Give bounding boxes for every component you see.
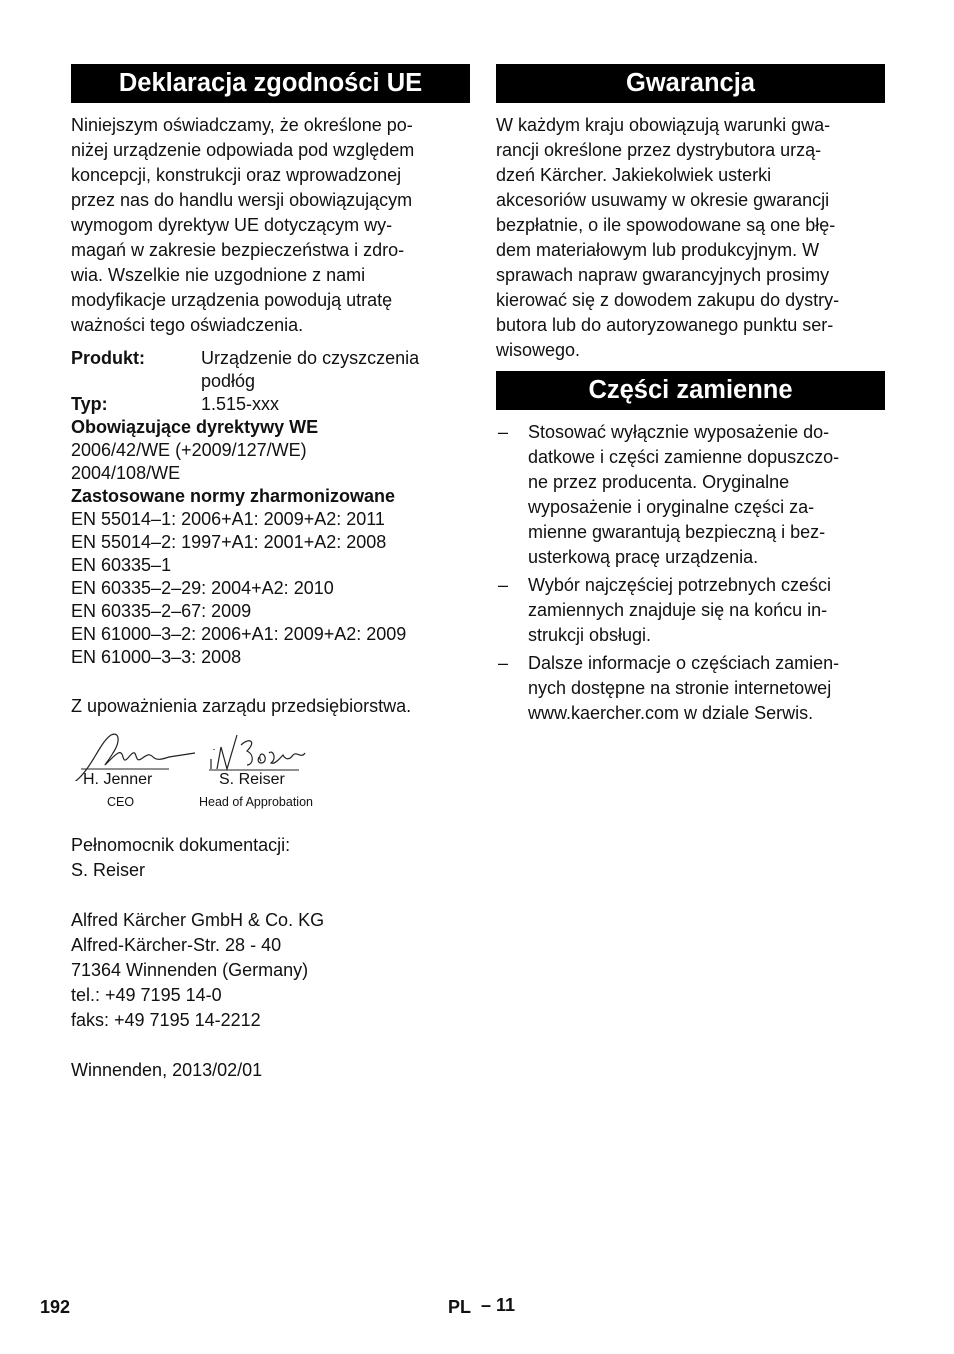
norm-item: EN 60335–2–29: 2004+A2: 2010 [71, 578, 334, 598]
norm-item: EN 61000–3–2: 2006+A1: 2009+A2: 2009 [71, 624, 407, 644]
type-row [71, 393, 470, 416]
list-item-text: Dalsze informacje o częściach zamien- nych dostępne na stronie internetowej www.kaercher.com w dziale Serwis. [528, 653, 840, 723]
list-item [496, 420, 885, 570]
authorization-text: Z upoważnienia zarządu przedsiębiorstwa. [71, 696, 412, 716]
declaration-section [71, 64, 470, 1083]
norm-item: EN 55014–1: 2006+A1: 2009+A2: 2011 [71, 509, 385, 529]
warranty-section [496, 64, 885, 729]
section-page-number: – 11 [481, 1295, 516, 1315]
signatures [71, 731, 470, 823]
signer2-role: Head of Approbation [199, 795, 313, 809]
product-value: Urządzenie do czyszczenia podłóg [201, 348, 420, 391]
signer1-role: CEO [107, 795, 135, 809]
norm-item: EN 60335–1 [71, 555, 172, 575]
list-item-text: Wybór najczęściej potrzebnych cześci zamiennych znajduje się na końcu in- strukcji obsługi. [528, 575, 831, 645]
norms-title: Zastosowane normy zharmonizowane [71, 486, 396, 506]
type-label: Typ: [71, 394, 108, 414]
proxy-text: Pełnomocnik dokumentacji: S. Reiser [71, 835, 291, 880]
specification-block [71, 347, 470, 669]
norm-item: EN 60335–2–67: 2009 [71, 601, 252, 621]
dash-bullet: – [498, 422, 509, 442]
type-value: 1.515-xxx [201, 394, 280, 414]
directive-item: 2006/42/WE (+2009/127/WE) [71, 440, 307, 460]
language-code: PL [448, 1297, 472, 1317]
dash-bullet: – [498, 653, 509, 673]
declaration-heading: Deklaracja zgodności UE [71, 64, 470, 103]
product-label: Produkt: [71, 348, 145, 368]
warranty-text: W każdym kraju obowiązują warunki gwa- rancji określone przez dystrybutora urzą- dzeń Kärcher. Jakiekolwiek usterki akcesoriów usuwamy w okresie gwarancji bezpłatnie, o ile spowodowane są one błę- dem materiałowym lub produkcyjnym. W sprawach napraw gwarancyjnych prosimy kierować się z dowodem zakupu do dystry- butora lub do autoryzowanego punktu ser- wisowego. [496, 115, 840, 360]
company-address: Alfred Kärcher GmbH & Co. KG Alfred-Kärcher-Str. 28 - 40 71364 Winnenden (Germany) tel.: +49 7195 14-0 faks: +49 7195 14-2212 [71, 910, 325, 1030]
list-item [496, 651, 885, 726]
norm-item: EN 55014–2: 1997+A1: 2001+A2: 2008 [71, 532, 387, 552]
dash-bullet: – [498, 575, 509, 595]
signature-reiser [211, 735, 305, 769]
signer1-name: H. Jenner [83, 771, 153, 788]
spare-parts-heading: Części zamienne [496, 371, 885, 410]
directives-title: Obowiązujące dyrektywy WE [71, 417, 319, 437]
list-item [496, 573, 885, 648]
product-row [71, 347, 470, 393]
declaration-intro: Niniejszym oświadczamy, że określone po- niżej urządzenie odpowiada pod względem koncepcji, konstrukcji oraz wprowadzonej przez nas do handlu wersji obowiązującym wymogom dyrektyw UE dotyczącym wy- magań w zakresie bezpieczeństwa i zdro- wia. Wszelkie nie uzgodnione z nami modyfikacje urządzenia powodują utratę ważności tego oświadczenia. [71, 115, 415, 335]
signer2-name: S. Reiser [219, 771, 285, 788]
norm-item: EN 61000–3–3: 2008 [71, 647, 242, 667]
warranty-heading: Gwarancja [496, 64, 885, 103]
list-item-text: Stosować wyłącznie wyposażenie do- datkowe i części zamienne dopuszczo- ne przez producenta. Oryginalne wyposażenie i oryginalne części za- mienne gwarantują bezpieczną i bez- usterkową pracę urządzenia. [528, 422, 840, 567]
directive-item: 2004/108/WE [71, 463, 181, 483]
place-date: Winnenden, 2013/02/01 [71, 1060, 263, 1080]
spare-parts-list [496, 420, 885, 726]
page-number: 192 [40, 1297, 71, 1317]
